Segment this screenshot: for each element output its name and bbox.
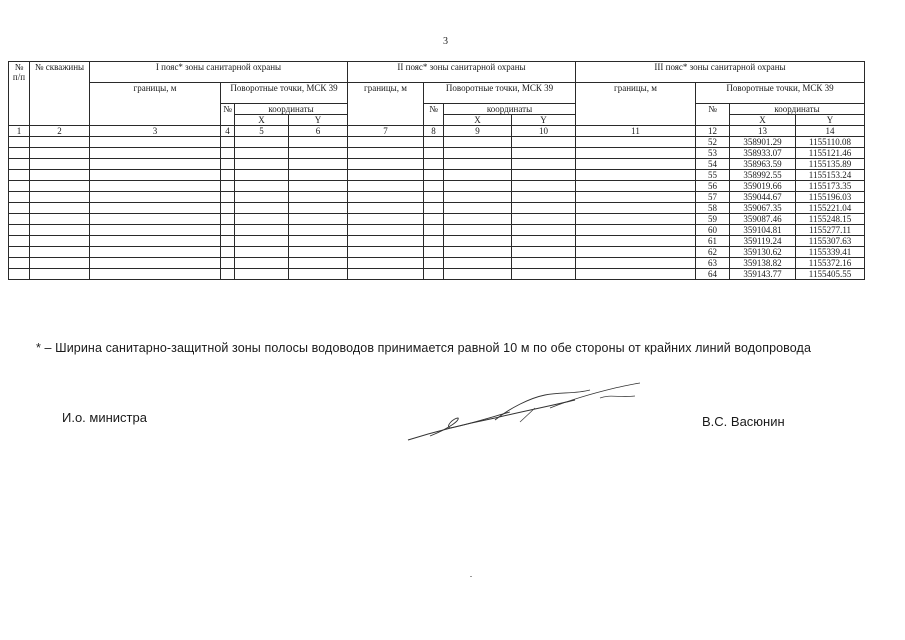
empty-cell [90, 148, 221, 159]
coord-y: 1155307.63 [796, 236, 865, 247]
empty-cell [221, 203, 235, 214]
empty-cell [221, 181, 235, 192]
header-zone2: II пояс* зоны санитарной охраны [348, 62, 576, 83]
coord-x: 359138.82 [730, 258, 796, 269]
col-index: 3 [90, 126, 221, 137]
empty-cell [90, 170, 221, 181]
empty-cell [512, 203, 576, 214]
header-zone3: III пояс* зоны санитарной охраны [576, 62, 865, 83]
coord-y: 1155196.03 [796, 192, 865, 203]
empty-cell [9, 214, 30, 225]
empty-cell [30, 225, 90, 236]
coord-y: 1155221.04 [796, 203, 865, 214]
sanitary-zone-table [8, 61, 865, 280]
empty-cell [444, 225, 512, 236]
empty-cell [221, 214, 235, 225]
point-number: 53 [696, 148, 730, 159]
coord-x: 359019.66 [730, 181, 796, 192]
point-number: 60 [696, 225, 730, 236]
empty-cell [424, 159, 444, 170]
empty-cell [90, 137, 221, 148]
empty-cell [512, 159, 576, 170]
empty-cell [30, 269, 90, 280]
point-number: 55 [696, 170, 730, 181]
empty-cell [289, 181, 348, 192]
header-coords-3: координаты [730, 104, 865, 115]
empty-cell [512, 236, 576, 247]
empty-cell [512, 247, 576, 258]
header-x-3: X [730, 115, 796, 126]
header-well: № скважины [30, 62, 90, 126]
coord-x: 358992.55 [730, 170, 796, 181]
header-turn-points-3: Поворотные точки, МСК 39 [696, 83, 865, 104]
table-row [9, 236, 865, 247]
empty-cell [348, 214, 424, 225]
coord-y: 1155110.08 [796, 137, 865, 148]
empty-cell [9, 247, 30, 258]
empty-cell [221, 137, 235, 148]
col-index: 9 [444, 126, 512, 137]
empty-cell [348, 269, 424, 280]
empty-cell [221, 258, 235, 269]
empty-cell [30, 258, 90, 269]
empty-cell [30, 247, 90, 258]
coord-y: 1155248.15 [796, 214, 865, 225]
col-index: 1 [9, 126, 30, 137]
coord-x: 359044.67 [730, 192, 796, 203]
empty-cell [289, 170, 348, 181]
empty-cell [90, 203, 221, 214]
header-y-3: Y [796, 115, 865, 126]
table-row [9, 269, 865, 280]
empty-cell [221, 148, 235, 159]
empty-cell [348, 137, 424, 148]
col-index: 12 [696, 126, 730, 137]
empty-cell [424, 225, 444, 236]
empty-cell [424, 148, 444, 159]
empty-cell [576, 203, 696, 214]
empty-cell [348, 148, 424, 159]
empty-cell [576, 181, 696, 192]
empty-cell [424, 192, 444, 203]
empty-cell [289, 137, 348, 148]
empty-cell [289, 247, 348, 258]
empty-cell [576, 247, 696, 258]
empty-cell [235, 225, 289, 236]
header-turn-points-2: Поворотные точки, МСК 39 [424, 83, 576, 104]
empty-cell [424, 236, 444, 247]
table-row [9, 137, 865, 148]
table-row [9, 181, 865, 192]
coord-y: 1155405.55 [796, 269, 865, 280]
empty-cell [576, 214, 696, 225]
point-number: 64 [696, 269, 730, 280]
header-bounds-3: границы, м [576, 83, 696, 126]
empty-cell [348, 192, 424, 203]
table-body [9, 137, 865, 280]
empty-cell [30, 170, 90, 181]
header-y-1: Y [289, 115, 348, 126]
empty-cell [221, 159, 235, 170]
empty-cell [348, 159, 424, 170]
col-index: 5 [235, 126, 289, 137]
table-row [9, 148, 865, 159]
empty-cell [576, 159, 696, 170]
empty-cell [90, 159, 221, 170]
empty-cell [9, 137, 30, 148]
point-number: 63 [696, 258, 730, 269]
empty-cell [9, 181, 30, 192]
empty-cell [30, 137, 90, 148]
empty-cell [235, 247, 289, 258]
empty-cell [221, 225, 235, 236]
empty-cell [348, 170, 424, 181]
empty-cell [424, 214, 444, 225]
empty-cell [30, 148, 90, 159]
header-no-2: № [424, 104, 444, 126]
empty-cell [221, 247, 235, 258]
empty-cell [235, 137, 289, 148]
point-number: 59 [696, 214, 730, 225]
header-coords-2: координаты [444, 104, 576, 115]
signatory-position: И.о. министра [62, 410, 147, 425]
col-index: 13 [730, 126, 796, 137]
empty-cell [289, 203, 348, 214]
empty-cell [289, 225, 348, 236]
scan-speck [470, 576, 472, 577]
empty-cell [289, 214, 348, 225]
point-number: 52 [696, 137, 730, 148]
point-number: 57 [696, 192, 730, 203]
empty-cell [90, 192, 221, 203]
empty-cell [9, 269, 30, 280]
coord-y: 1155121.46 [796, 148, 865, 159]
empty-cell [348, 247, 424, 258]
col-index: 4 [221, 126, 235, 137]
empty-cell [289, 159, 348, 170]
empty-cell [576, 258, 696, 269]
empty-cell [30, 192, 90, 203]
empty-cell [90, 214, 221, 225]
table-row [9, 170, 865, 181]
empty-cell [444, 148, 512, 159]
empty-cell [30, 214, 90, 225]
coord-y: 1155277.11 [796, 225, 865, 236]
empty-cell [30, 203, 90, 214]
empty-cell [444, 203, 512, 214]
empty-cell [512, 137, 576, 148]
page-number: 3 [443, 36, 448, 47]
empty-cell [424, 258, 444, 269]
empty-cell [512, 214, 576, 225]
empty-cell [348, 181, 424, 192]
empty-cell [348, 236, 424, 247]
footnote: * – Ширина санитарно-защитной зоны полосы водоводов принимается равной 10 м по обе стороны от крайних линий водопровода [36, 341, 812, 355]
header-no-1: № [221, 104, 235, 126]
empty-cell [512, 258, 576, 269]
point-number: 56 [696, 181, 730, 192]
empty-cell [289, 236, 348, 247]
empty-cell [90, 181, 221, 192]
header-y-2: Y [512, 115, 576, 126]
point-number: 61 [696, 236, 730, 247]
empty-cell [235, 181, 289, 192]
empty-cell [348, 203, 424, 214]
empty-cell [9, 148, 30, 159]
table-row [9, 214, 865, 225]
empty-cell [90, 225, 221, 236]
empty-cell [235, 258, 289, 269]
empty-cell [235, 269, 289, 280]
empty-cell [576, 236, 696, 247]
empty-cell [221, 269, 235, 280]
empty-cell [235, 170, 289, 181]
coord-y: 1155153.24 [796, 170, 865, 181]
handwritten-signature [400, 378, 645, 448]
header-num: № п/п [9, 62, 30, 126]
empty-cell [512, 170, 576, 181]
table-row [9, 247, 865, 258]
empty-cell [30, 181, 90, 192]
col-index: 11 [576, 126, 696, 137]
empty-cell [235, 192, 289, 203]
empty-cell [444, 269, 512, 280]
empty-cell [512, 192, 576, 203]
empty-cell [424, 181, 444, 192]
empty-cell [90, 236, 221, 247]
table-row [9, 159, 865, 170]
coord-x: 358901.29 [730, 137, 796, 148]
header-no-3: № [696, 104, 730, 126]
header-bounds-2: границы, м [348, 83, 424, 126]
empty-cell [289, 269, 348, 280]
empty-cell [444, 236, 512, 247]
empty-cell [289, 192, 348, 203]
header-bounds-1: границы, м [90, 83, 221, 126]
coord-x: 359130.62 [730, 247, 796, 258]
empty-cell [444, 181, 512, 192]
table-row [9, 192, 865, 203]
empty-cell [576, 192, 696, 203]
empty-cell [90, 258, 221, 269]
col-index: 10 [512, 126, 576, 137]
col-index: 14 [796, 126, 865, 137]
signatory-name: В.С. Васюнин [702, 414, 785, 429]
coord-x: 359067.35 [730, 203, 796, 214]
coord-y: 1155339.41 [796, 247, 865, 258]
header-x-1: X [235, 115, 289, 126]
point-number: 62 [696, 247, 730, 258]
header-coords-1: координаты [235, 104, 348, 115]
empty-cell [235, 159, 289, 170]
col-index: 2 [30, 126, 90, 137]
empty-cell [424, 247, 444, 258]
column-index-row [9, 126, 865, 137]
col-index: 6 [289, 126, 348, 137]
empty-cell [9, 192, 30, 203]
empty-cell [444, 159, 512, 170]
coord-x: 359087.46 [730, 214, 796, 225]
header-zone1: I пояс* зоны санитарной охраны [90, 62, 348, 83]
empty-cell [9, 258, 30, 269]
empty-cell [221, 236, 235, 247]
empty-cell [90, 269, 221, 280]
empty-cell [289, 148, 348, 159]
coord-x: 359104.81 [730, 225, 796, 236]
empty-cell [424, 137, 444, 148]
coord-x: 359143.77 [730, 269, 796, 280]
empty-cell [9, 203, 30, 214]
coord-y: 1155173.35 [796, 181, 865, 192]
table-row [9, 225, 865, 236]
point-number: 54 [696, 159, 730, 170]
empty-cell [235, 236, 289, 247]
table-row [9, 203, 865, 214]
col-index: 7 [348, 126, 424, 137]
empty-cell [512, 148, 576, 159]
empty-cell [512, 225, 576, 236]
empty-cell [512, 181, 576, 192]
coord-y: 1155135.89 [796, 159, 865, 170]
empty-cell [444, 258, 512, 269]
empty-cell [30, 159, 90, 170]
empty-cell [424, 170, 444, 181]
empty-cell [235, 214, 289, 225]
coord-y: 1155372.16 [796, 258, 865, 269]
table-row [9, 258, 865, 269]
empty-cell [576, 137, 696, 148]
empty-cell [576, 269, 696, 280]
empty-cell [576, 170, 696, 181]
empty-cell [9, 225, 30, 236]
empty-cell [576, 225, 696, 236]
empty-cell [512, 269, 576, 280]
empty-cell [9, 159, 30, 170]
empty-cell [221, 170, 235, 181]
empty-cell [289, 258, 348, 269]
coord-x: 359119.24 [730, 236, 796, 247]
empty-cell [348, 258, 424, 269]
empty-cell [424, 269, 444, 280]
empty-cell [9, 236, 30, 247]
empty-cell [221, 192, 235, 203]
coord-x: 358933.07 [730, 148, 796, 159]
empty-cell [444, 214, 512, 225]
empty-cell [348, 225, 424, 236]
empty-cell [444, 192, 512, 203]
point-number: 58 [696, 203, 730, 214]
col-index: 8 [424, 126, 444, 137]
empty-cell [30, 236, 90, 247]
empty-cell [90, 247, 221, 258]
empty-cell [444, 247, 512, 258]
header-turn-points-1: Поворотные точки, МСК 39 [221, 83, 348, 104]
empty-cell [576, 148, 696, 159]
empty-cell [424, 203, 444, 214]
empty-cell [235, 148, 289, 159]
coord-x: 358963.59 [730, 159, 796, 170]
empty-cell [235, 203, 289, 214]
header-x-2: X [444, 115, 512, 126]
empty-cell [9, 170, 30, 181]
empty-cell [444, 170, 512, 181]
empty-cell [444, 137, 512, 148]
